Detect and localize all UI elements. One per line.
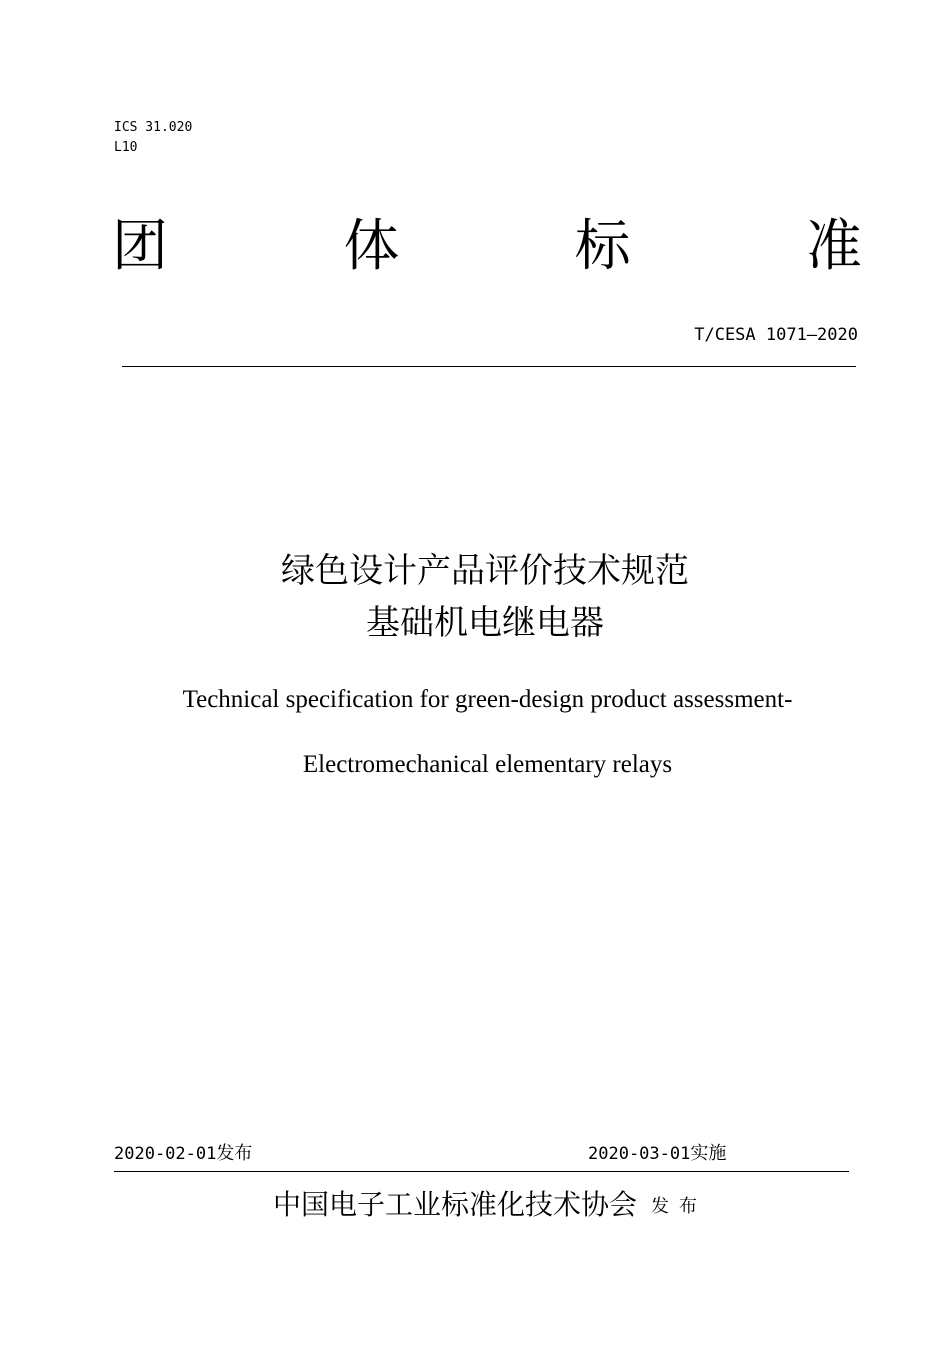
chinese-title-line-1: 绿色设计产品评价技术规范	[281, 551, 689, 591]
ics-code: ICS 31.020	[114, 120, 193, 135]
chinese-title	[0, 545, 950, 649]
footer-divider	[114, 1171, 849, 1172]
classification-codes	[114, 118, 192, 158]
publish-date-block	[114, 1142, 252, 1166]
english-title-line-2: Electromechanical elementary relays	[302, 751, 673, 778]
standard-type-heading	[112, 212, 862, 282]
english-title-line-1: Technical specification for green-design product assessment-	[182, 686, 793, 713]
publisher-name: 中国电子工业标准化技术协会	[272, 1188, 637, 1221]
standard-type-char: 准	[805, 214, 862, 279]
effective-date-block	[588, 1142, 726, 1166]
effective-date-label: 实施	[690, 1143, 727, 1164]
ccs-code: L10	[114, 140, 138, 155]
standard-number: T/CESA 1071—2020	[694, 325, 858, 345]
header-divider	[122, 366, 856, 367]
publisher-label: 发布	[651, 1196, 707, 1217]
publish-date-label: 发布	[216, 1143, 253, 1164]
effective-date: 2020-03-01	[588, 1144, 691, 1164]
publisher-line	[0, 1183, 950, 1227]
standard-type-char: 体	[343, 214, 400, 279]
standard-type-char: 团	[112, 214, 168, 279]
standard-type-char: 标	[574, 214, 631, 279]
publish-date: 2020-02-01	[114, 1144, 217, 1164]
chinese-title-line-2: 基础机电继电器	[366, 603, 604, 643]
